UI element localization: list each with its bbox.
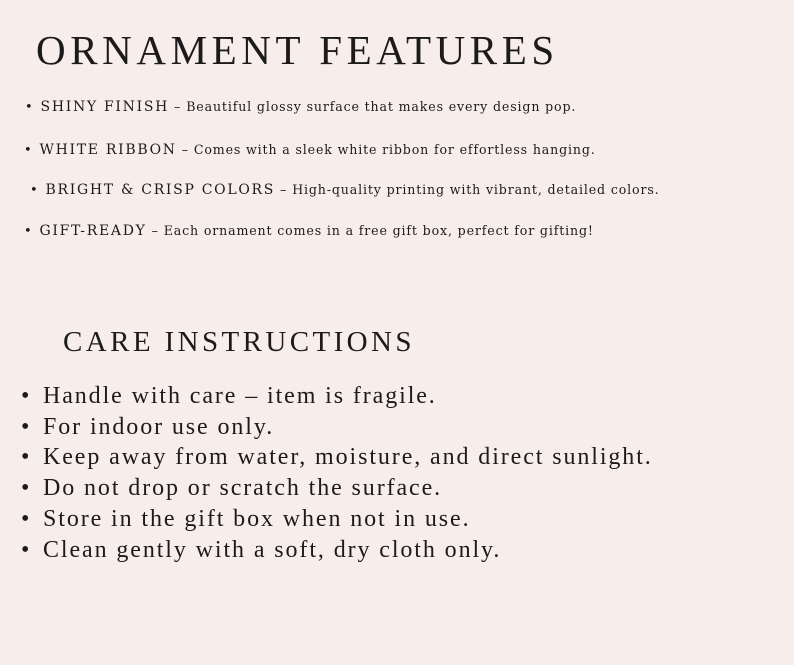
care-item-text: For indoor use only. [43,413,275,440]
care-item-text: Keep away from water, moisture, and direct sunlight. [43,444,653,471]
feature-separator: – [174,99,182,114]
feature-item-gift-ready [24,221,594,242]
feature-separator: – [151,223,159,238]
bullet-icon: • [25,100,34,115]
care-item-text: Store in the gift box when not in use. [43,505,471,532]
care-item [21,473,653,504]
care-item [21,504,653,535]
bullet-icon: • [21,413,32,440]
care-item-text: Clean gently with a soft, dry cloth only. [43,536,502,563]
bullet-icon: • [21,475,32,502]
bullet-icon: • [21,505,32,532]
bullet-icon: • [30,183,39,198]
feature-name: BRIGHT & CRISP COLORS [45,182,276,198]
care-item-text: Handle with care – item is fragile. [43,383,437,409]
feature-description: Comes with a sleek white ribbon for effortless hanging. [193,142,596,157]
bullet-icon: • [21,444,32,471]
feature-name: SHINY FINISH [40,99,170,115]
feature-description: Beautiful glossy surface that makes every design pop. [186,99,577,114]
care-item [21,442,653,473]
feature-separator: – [181,142,189,157]
care-instructions-list [21,381,653,565]
feature-description: High-quality printing with vibrant, detailed colors. [292,182,660,197]
bullet-icon: • [24,224,33,239]
bullet-icon: • [21,536,32,563]
care-title: CARE INSTRUCTIONS [63,326,415,358]
care-item [21,381,653,412]
care-item [21,535,653,566]
care-item [21,412,653,443]
feature-item-shiny-finish [25,97,576,118]
feature-name: WHITE RIBBON [39,142,177,158]
bullet-icon: • [24,143,33,158]
feature-name: GIFT-READY [39,223,147,239]
features-title: ORNAMENT FEATURES [36,27,559,73]
feature-description: Each ornament comes in a free gift box, perfect for gifting! [163,223,594,238]
feature-separator: – [280,182,288,197]
care-item-text: Do not drop or scratch the surface. [43,475,443,502]
bullet-icon: • [21,383,32,409]
feature-item-bright-crisp-colors [30,180,660,201]
feature-item-white-ribbon [24,140,596,161]
